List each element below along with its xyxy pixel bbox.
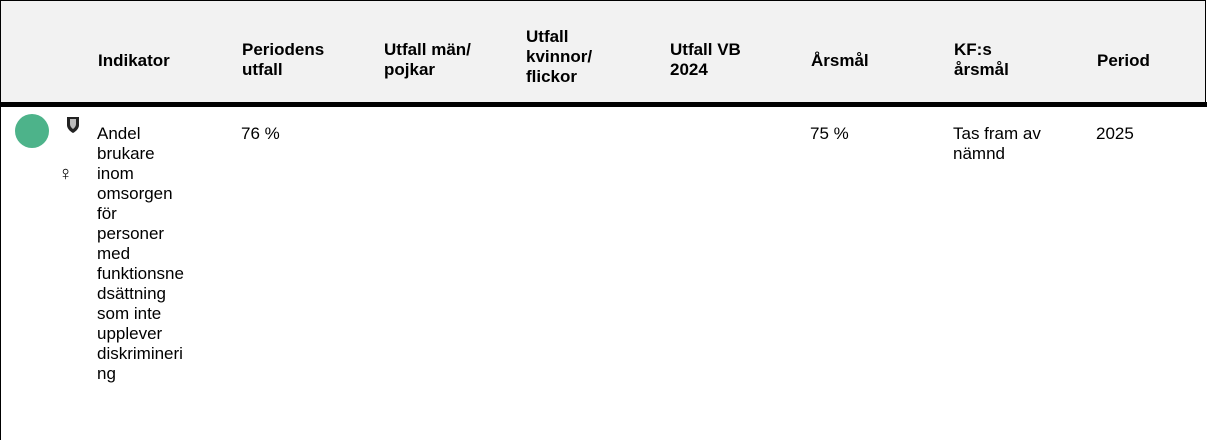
arsmal-value: 75 % [810,124,849,143]
female-icon: ♀ [58,163,73,185]
kf-arsmal-value: Tas fram av nämnd [953,124,1041,163]
header-divider [0,102,1207,107]
header-arsmal: Årsmål [811,51,869,70]
table-header [0,0,1206,105]
header-utfall-kvinnor: Utfall kvinnor/ flickor [526,27,593,86]
periodens-utfall-value: 76 % [241,124,280,143]
header-utfall-vb: Utfall VB 2024 [670,40,741,79]
status-indicator-dot [15,114,49,148]
period-value: 2025 [1096,124,1134,143]
header-period: Period [1097,51,1150,70]
header-utfall-man: Utfall män/ pojkar [384,40,471,79]
header-indikator: Indikator [98,51,170,70]
header-kf-arsmal: KF:s årsmål [954,40,1009,79]
table-left-border [0,105,1,440]
shield-icon [66,116,80,134]
indicator-text: Andel brukare inom omsorgen för personer med funktionsne dsättning som inte upplever diskrimineri ng [97,124,184,383]
header-periodens-utfall: Periodens utfall [242,40,325,79]
